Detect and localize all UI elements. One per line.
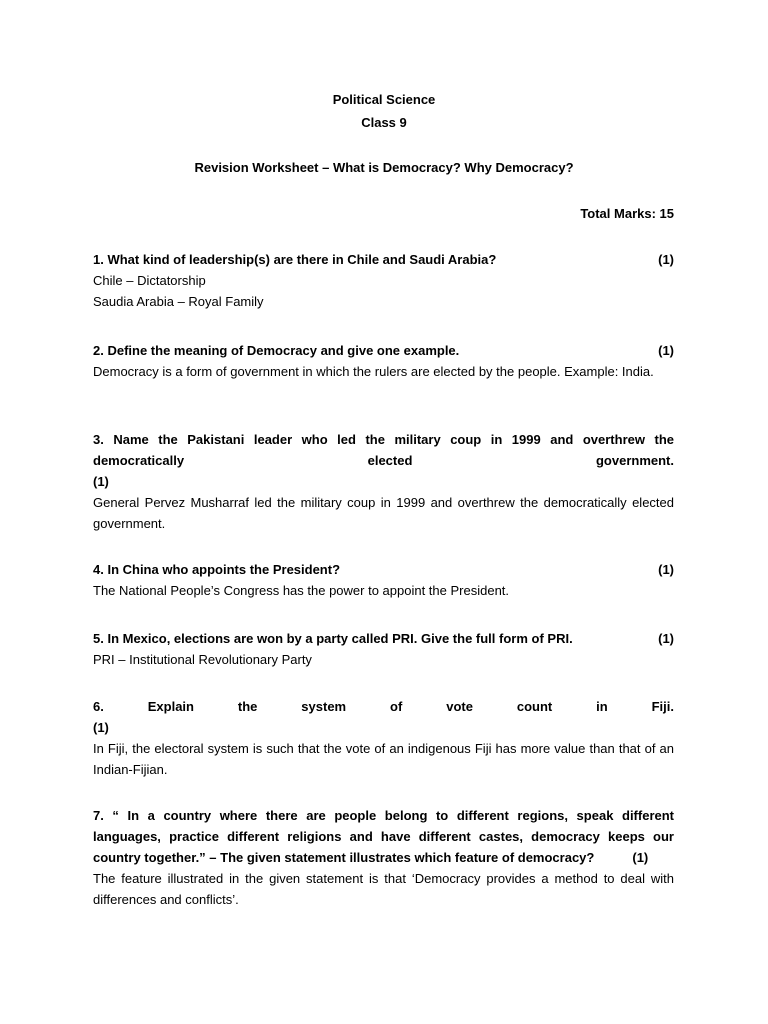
- question-4-marks: (1): [658, 562, 674, 577]
- answer-5: PRI – Institutional Revolutionary Party: [93, 652, 312, 667]
- question-3-text: 3. Name the Pakistani leader who led the military coup in 1999 and overthrew the democratically elected government.: [93, 432, 674, 468]
- question-block-7: [93, 805, 674, 910]
- question-2-text: 2. Define the meaning of Democracy and give one example.: [93, 343, 460, 358]
- subject-heading: Political Science: [332, 92, 436, 107]
- question-6-marks: (1): [93, 720, 109, 735]
- worksheet-title: Revision Worksheet – What is Democracy? Why Democracy?: [194, 160, 574, 175]
- question-block-1: [93, 249, 674, 312]
- question-3-marks: (1): [93, 474, 109, 489]
- answer-3: General Pervez Musharraf led the military coup in 1999 and overthrew the democratically elected government.: [93, 495, 674, 531]
- question-block-3: [93, 429, 674, 534]
- question-6-text: 6. Explain the system of vote count in Fiji.: [93, 699, 674, 714]
- answer-7: The feature illustrated in the given statement is that ‘Democracy provides a method to deal with differences and conflicts’.: [93, 871, 674, 907]
- answer-1-line-2: Saudia Arabia – Royal Family: [93, 294, 264, 309]
- question-7-text: 7. “ In a country where there are people belong to different regions, speak different languages, practice different religions and have different castes, democracy keeps our country together.” – The given statement illustrates which feature of democracy?: [93, 808, 674, 865]
- answer-1-line-1: Chile – Dictatorship: [93, 273, 206, 288]
- answer-6: In Fiji, the electoral system is such that the vote of an indigenous Fiji has more value than that of an Indian-Fijian.: [93, 741, 674, 777]
- answer-4: The National People’s Congress has the power to appoint the President.: [93, 583, 510, 598]
- question-1-marks: (1): [658, 252, 674, 267]
- question-block-5: [93, 628, 674, 670]
- question-block-4: [93, 559, 674, 601]
- question-5-text: 5. In Mexico, elections are won by a party called PRI. Give the full form of PRI.: [93, 631, 573, 646]
- question-block-2: [93, 340, 674, 382]
- question-1-text: 1. What kind of leadership(s) are there in Chile and Saudi Arabia?: [93, 252, 497, 267]
- class-heading: Class 9: [361, 115, 407, 130]
- question-7-marks: (1): [632, 850, 649, 865]
- total-marks: Total Marks: 15: [580, 206, 674, 221]
- question-5-marks: (1): [658, 631, 674, 646]
- question-2-marks: (1): [658, 343, 674, 358]
- question-4-text: 4. In China who appoints the President?: [93, 562, 341, 577]
- answer-2: Democracy is a form of government in which the rulers are elected by the people. Example: India.: [93, 364, 654, 379]
- question-block-6: [93, 696, 674, 780]
